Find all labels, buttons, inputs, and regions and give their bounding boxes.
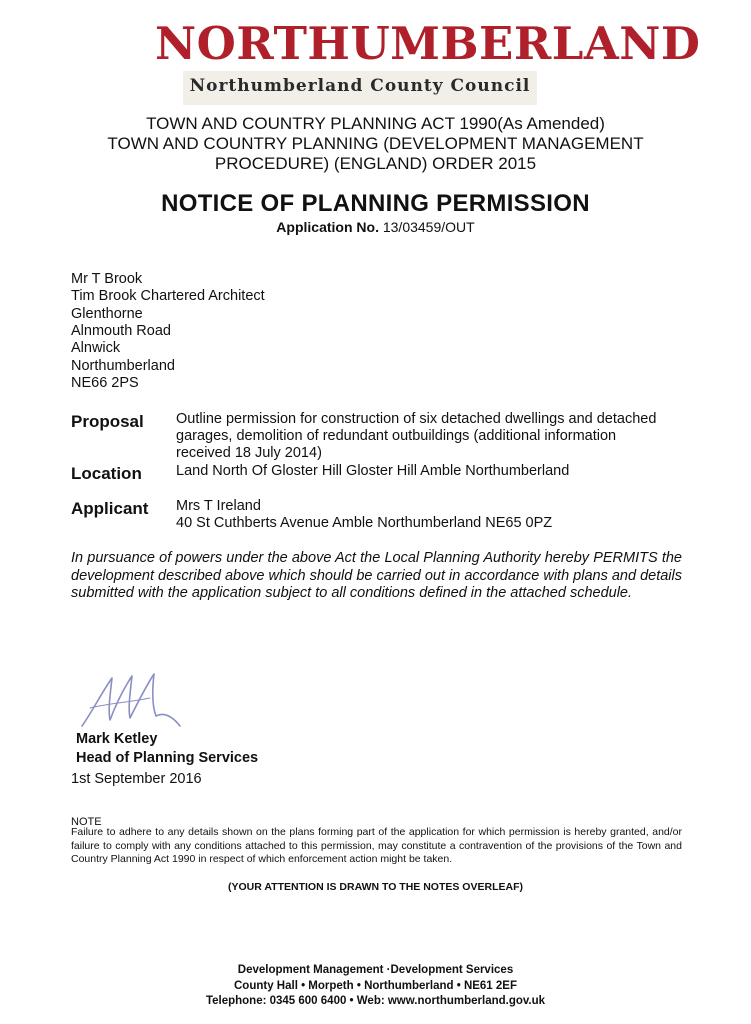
- council-logo: [155, 16, 701, 96]
- recipient-line: Alnmouth Road: [71, 323, 171, 339]
- act-line-1: TOWN AND COUNTRY PLANNING ACT 1990(As Amended): [146, 114, 605, 133]
- applicant-line: 40 St Cuthberts Avenue Amble Northumberland NE65 0PZ: [176, 515, 553, 531]
- location-label: Location: [71, 464, 142, 483]
- recipient-line: Glenthorne: [71, 306, 143, 322]
- proposal-line: Outline permission for construction of six detached dwellings and detached: [176, 411, 657, 427]
- notice-title: NOTICE OF PLANNING PERMISSION: [161, 190, 590, 217]
- proposal-line: received 18 July 2014): [176, 445, 322, 461]
- proposal-label: Proposal: [71, 412, 144, 431]
- recipient-line: Northumberland: [71, 358, 175, 374]
- recipient-line: NE66 2PS: [71, 375, 139, 391]
- location-value: Land North Of Gloster Hill Gloster Hill Amble Northumberland: [176, 463, 570, 479]
- recipient-line: Mr T Brook: [71, 271, 143, 287]
- note-body: Failure to adhere to any details shown on the plans forming part of the application for which permission is hereby granted, and/or failure to comply with any conditions attached to this permission, may constitute a contravention of the provisions of the Town and Country Planning Act 1990 in respect of which enforcement action might be taken.: [71, 826, 682, 865]
- signature-image: [80, 668, 190, 733]
- application-number: 13/03459/OUT: [382, 219, 475, 235]
- applicant-line: Mrs T Ireland: [176, 498, 261, 514]
- proposal-line: garages, demolition of redundant outbuildings (additional information: [176, 428, 617, 444]
- pursuance-statement: In pursuance of powers under the above Act the Local Planning Authority hereby PERMITS the development described above which should be carried out in accordance with plans and details submitted with the application subject to all conditions defined in the attached schedule.: [71, 550, 682, 601]
- note-heading: NOTE: [71, 816, 102, 828]
- act-line-2: TOWN AND COUNTRY PLANNING (DEVELOPMENT MANAGEMENT: [107, 134, 644, 153]
- application-number-line: [0, 219, 751, 235]
- footer-address: County Hall • Morpeth • Northumberland • NE61 2EF: [234, 980, 517, 992]
- recipient-line: Alnwick: [71, 340, 121, 356]
- signatory-name: Mark Ketley: [76, 731, 158, 747]
- signature-stroke: [82, 674, 180, 726]
- application-number-label: Application No.: [276, 219, 379, 235]
- act-line-3: PROCEDURE) (ENGLAND) ORDER 2015: [214, 154, 537, 173]
- footer-contact: Telephone: 0345 600 6400 • Web: www.northumberland.gov.uk: [205, 995, 546, 1007]
- logo-wordmark: NORTHUMBERLAND: [155, 17, 701, 70]
- footer-department: Development Management ·Development Services: [237, 964, 514, 976]
- recipient-line: Tim Brook Chartered Architect: [71, 288, 265, 304]
- applicant-label: Applicant: [71, 499, 149, 518]
- logo-subtitle: Northumberland County Council: [189, 76, 531, 96]
- notes-overleaf-notice: (YOUR ATTENTION IS DRAWN TO THE NOTES OVERLEAF): [228, 881, 523, 893]
- issue-date: 1st September 2016: [71, 771, 202, 787]
- signatory-role: Head of Planning Services: [76, 750, 259, 766]
